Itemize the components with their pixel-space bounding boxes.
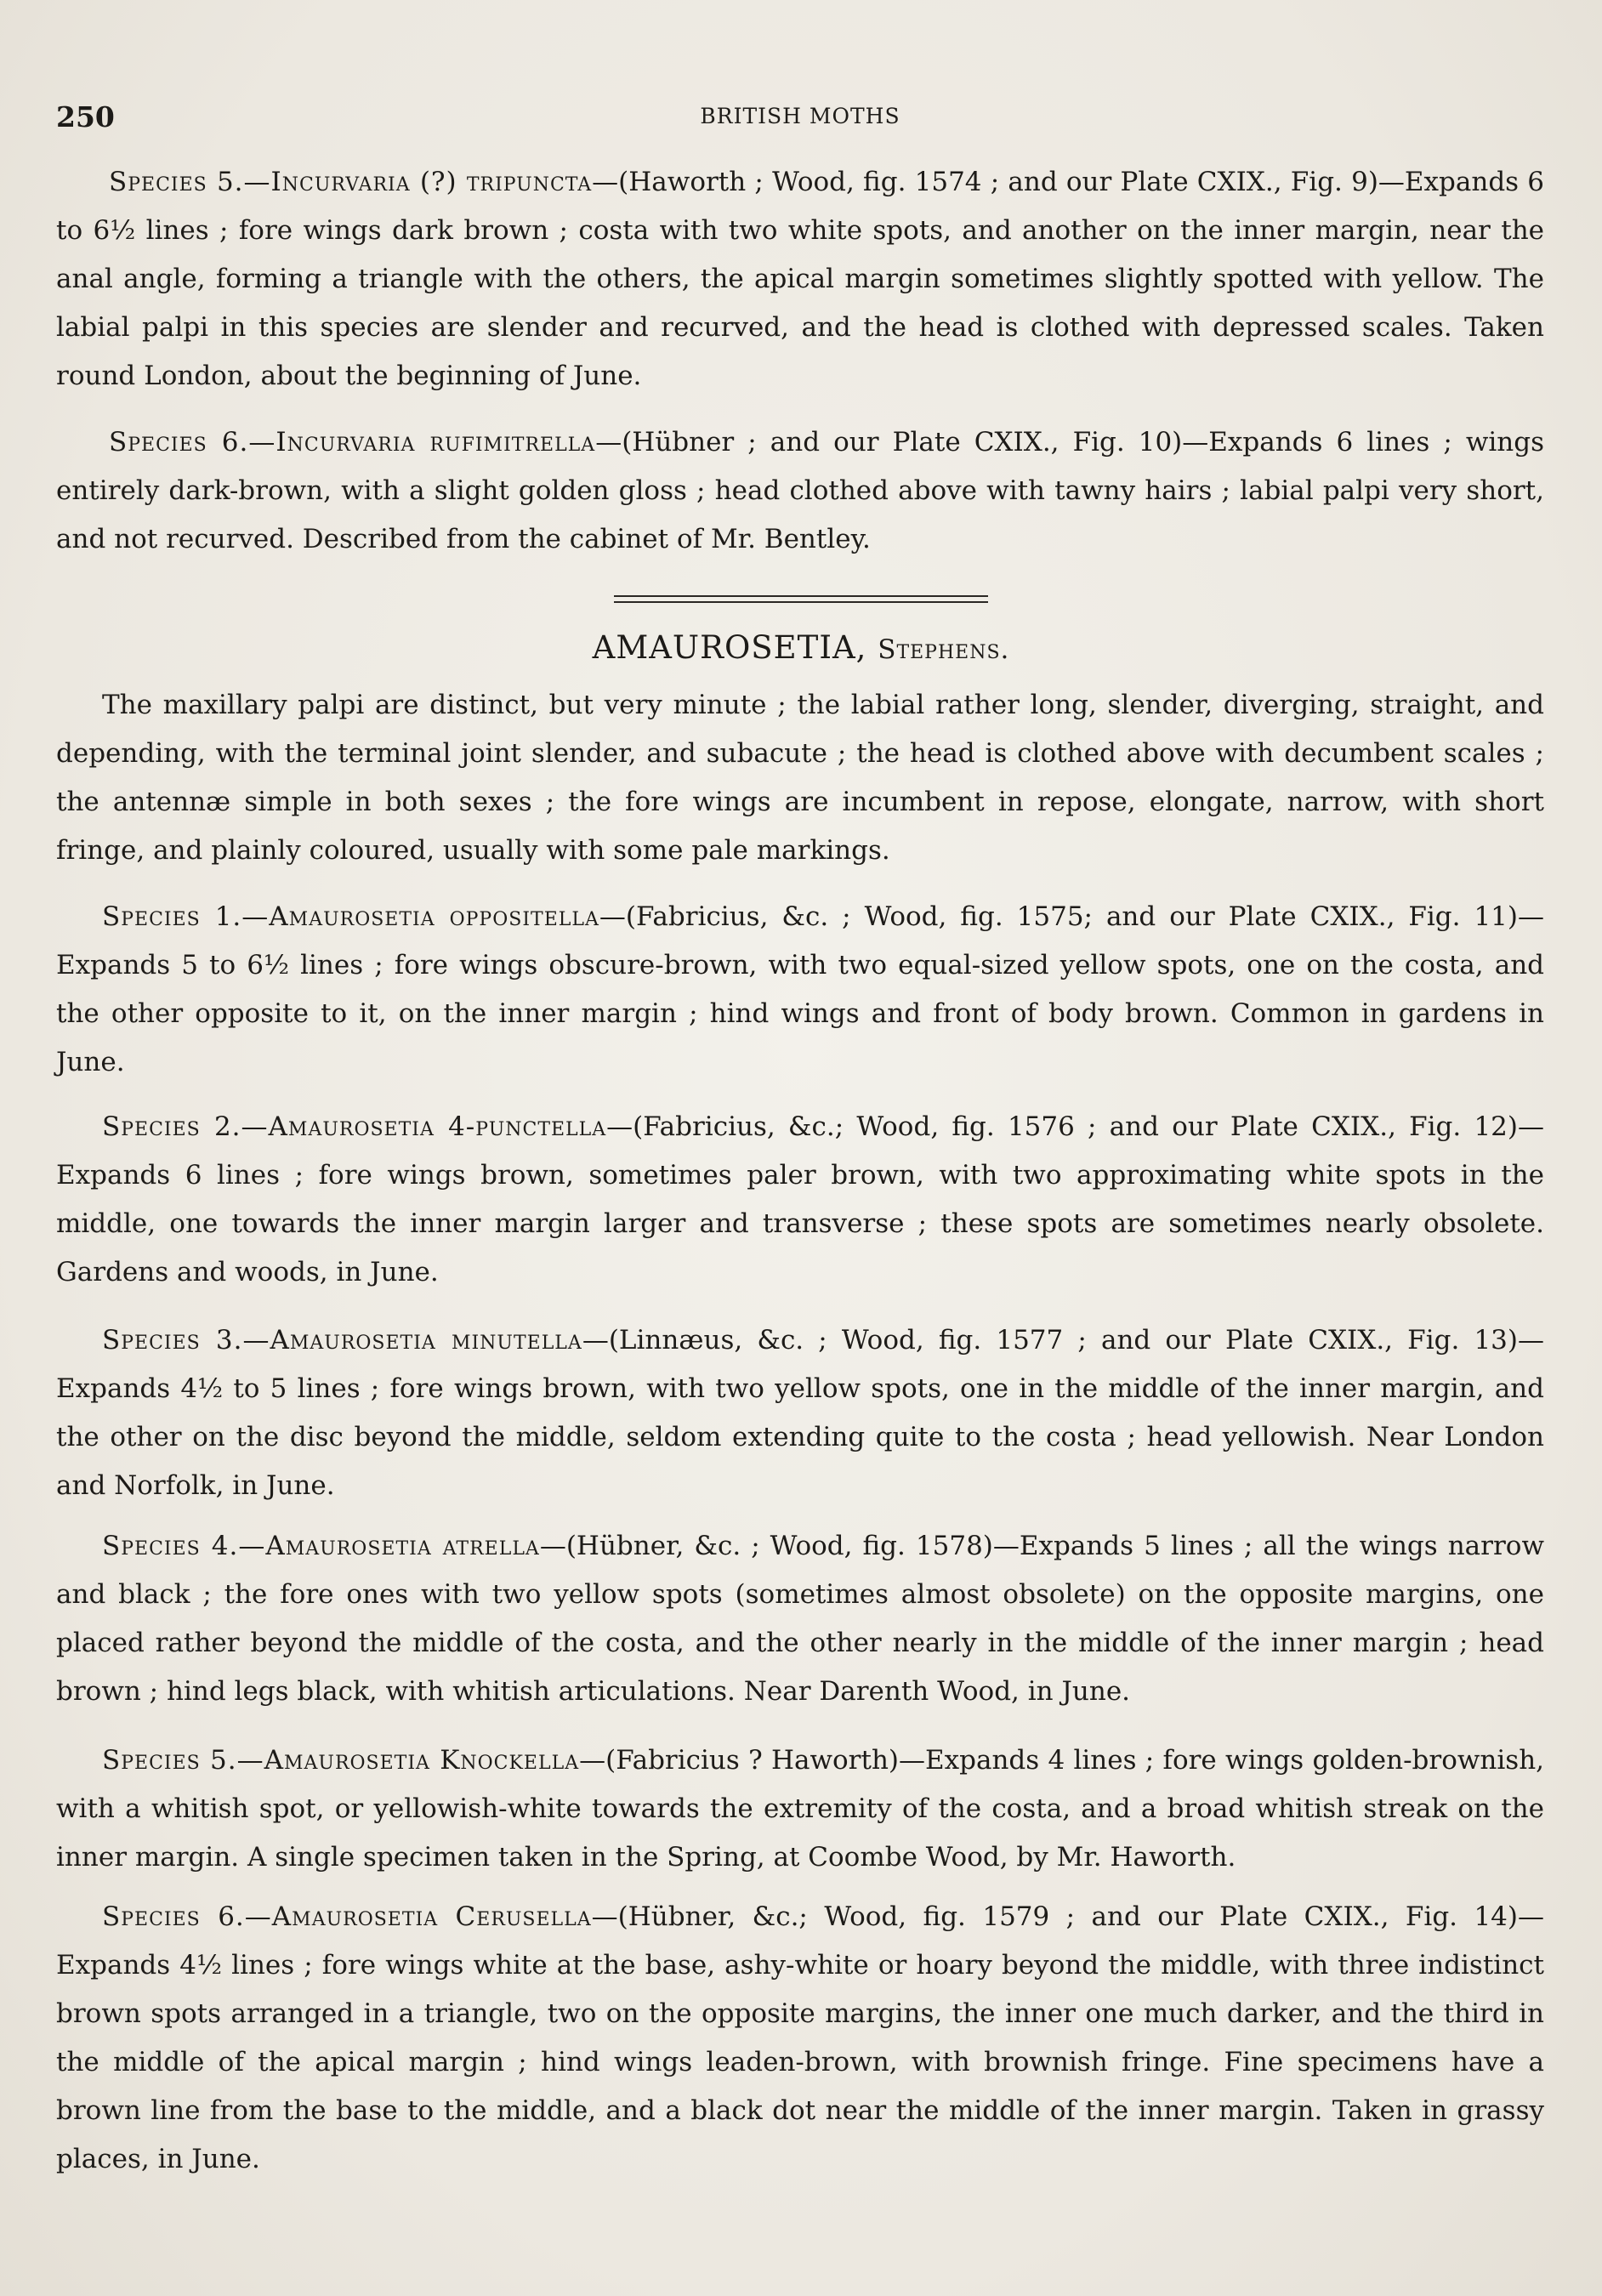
species-name: Amaurosetia oppositella xyxy=(269,901,599,932)
species-label: Species 6.— xyxy=(109,427,276,457)
species-name: Amaurosetia atrella xyxy=(265,1531,540,1561)
genus-name: AMAUROSETIA, xyxy=(592,629,867,666)
species-name: Incurvaria (?) tripuncta xyxy=(270,167,593,197)
section-divider-top xyxy=(614,595,988,597)
running-head: BRITISH MOTHS xyxy=(700,104,900,128)
species-text: —(Hübner, &c.; Wood, fig. 1579 ; and our Plate CXIX., Fig. 14)—Expands 4½ lines ; fore wings white at the base, ashy-white or hoary beyond the middle, with three indistinct brown spots arranged in a triangle, two on the opposite margins, the inner one much darker, and the third in the middle of the apical margin ; hind wings leaden-brown, with brownish fringe. Fine specimens have a brown line from the base to the middle, and a black dot near the middle of the inner margin. Taken in grassy places, in June. xyxy=(56,1901,1545,2174)
species-entry-incurvaria-tripuncta xyxy=(56,158,1544,401)
species-text: —(Haworth ; Wood, fig. 1574 ; and our Plate CXIX., Fig. 9)—Expands 6 to 6½ lines ; fore wings dark brown ; costa with two white spots, and another on the inner margin, near the anal angle, forming a triangle with the others, the apical margin sometimes slightly spotted with yellow. The labial palpi in this species are slender and recurved, and the head is clothed with depressed scales. Taken round London, about the beginning of June. xyxy=(56,167,1545,391)
species-name: Amaurosetia Knockella xyxy=(264,1745,580,1776)
species-text: —(Hübner ; and our Plate CXIX., Fig. 10)—Expands 6 lines ; wings entirely dark-brown, with a slight golden gloss ; head clothed above with tawny hairs ; labial palpi very short, and not recurved. Described from the cabinet of Mr. Bentley. xyxy=(56,427,1544,554)
species-entry-amaurosetia-cerusella xyxy=(56,1893,1544,2184)
species-entry-amaurosetia-atrella xyxy=(56,1522,1544,1716)
species-label: Species 1.— xyxy=(102,901,270,932)
species-text: —(Fabricius ? Haworth)—Expands 4 lines ; fore wings golden-brownish, with a whitish spot, or yellowish-white towards the extremity of the costa, and a broad whitish streak on the inner margin. A single specimen taken in the Spring, at Coombe Wood, by Mr. Haworth. xyxy=(56,1745,1545,1873)
species-text: —(Linnæus, &c. ; Wood, fig. 1577 ; and our Plate CXIX., Fig. 13)—Expands 4½ to 5 lines ; fore wings brown, with two yellow spots, one in the middle of the inner margin, and the other on the disc beyond the middle, seldom extending quite to the costa ; head yellowish. Near London and Norfolk, in June. xyxy=(56,1325,1544,1501)
section-divider-bottom xyxy=(614,601,988,603)
species-entry-amaurosetia-4-punctella xyxy=(56,1103,1544,1297)
genus-heading xyxy=(0,629,1602,666)
species-label: Species 5.— xyxy=(102,1745,264,1776)
species-text: —(Fabricius, &c. ; Wood, fig. 1575; and our Plate CXIX., Fig. 11)—Expands 5 to 6½ lines ; fore wings obscure-brown, with two equal-sized yellow spots, one on the costa, and the other opposite to it, on the inner margin ; hind wings and front of body brown. Common in gardens in June. xyxy=(56,901,1545,1077)
species-label: Species 3.— xyxy=(102,1325,270,1355)
species-text: —(Fabricius, &c.; Wood, fig. 1576 ; and our Plate CXIX., Fig. 12)—Expands 6 lines ; fore wings brown, sometimes paler brown, with two approximating white spots in the middle, one towards the inner margin larger and transverse ; these spots are sometimes nearly obsolete. Gardens and woods, in June. xyxy=(56,1111,1544,1287)
page-header xyxy=(56,100,1544,145)
species-text: —(Hübner, &c. ; Wood, fig. 1578)—Expands 5 lines ; all the wings narrow and black ; the fore ones with two yellow spots (sometimes almost obsolete) on the opposite margins, one placed rather beyond the middle of the costa, and the other nearly in the middle of the inner margin ; head brown ; hind legs black, with whitish articulations. Near Darenth Wood, in June. xyxy=(56,1531,1544,1707)
species-entry-incurvaria-rufimitrella xyxy=(56,418,1544,564)
species-entry-amaurosetia-minutella xyxy=(56,1316,1544,1510)
species-name: Amaurosetia 4-punctella xyxy=(268,1111,607,1142)
species-entry-amaurosetia-oppositella xyxy=(56,893,1544,1087)
species-label: Species 4.— xyxy=(102,1531,266,1561)
genus-author: Stephens. xyxy=(878,634,1010,665)
species-label: Species 6.— xyxy=(102,1901,272,1932)
species-entry-amaurosetia-knockella xyxy=(56,1736,1544,1882)
species-name: Amaurosetia minutella xyxy=(270,1325,582,1355)
species-name: Amaurosetia Cerusella xyxy=(271,1901,592,1932)
page-number: 250 xyxy=(56,100,115,134)
species-label: Species 5.— xyxy=(109,167,271,197)
species-label: Species 2.— xyxy=(102,1111,269,1142)
genus-description: The maxillary palpi are distinct, but very minute ; the labial rather long, slender, diverging, straight, and depending, with the terminal joint slender, and subacute ; the head is clothed above with decumbent scales ; the antennæ simple in both sexes ; the fore wings are incumbent in repose, elongate, narrow, with short fringe, and plainly coloured, usually with some pale markings. xyxy=(56,690,1544,866)
species-name: Incurvaria rufimitrella xyxy=(276,427,596,457)
